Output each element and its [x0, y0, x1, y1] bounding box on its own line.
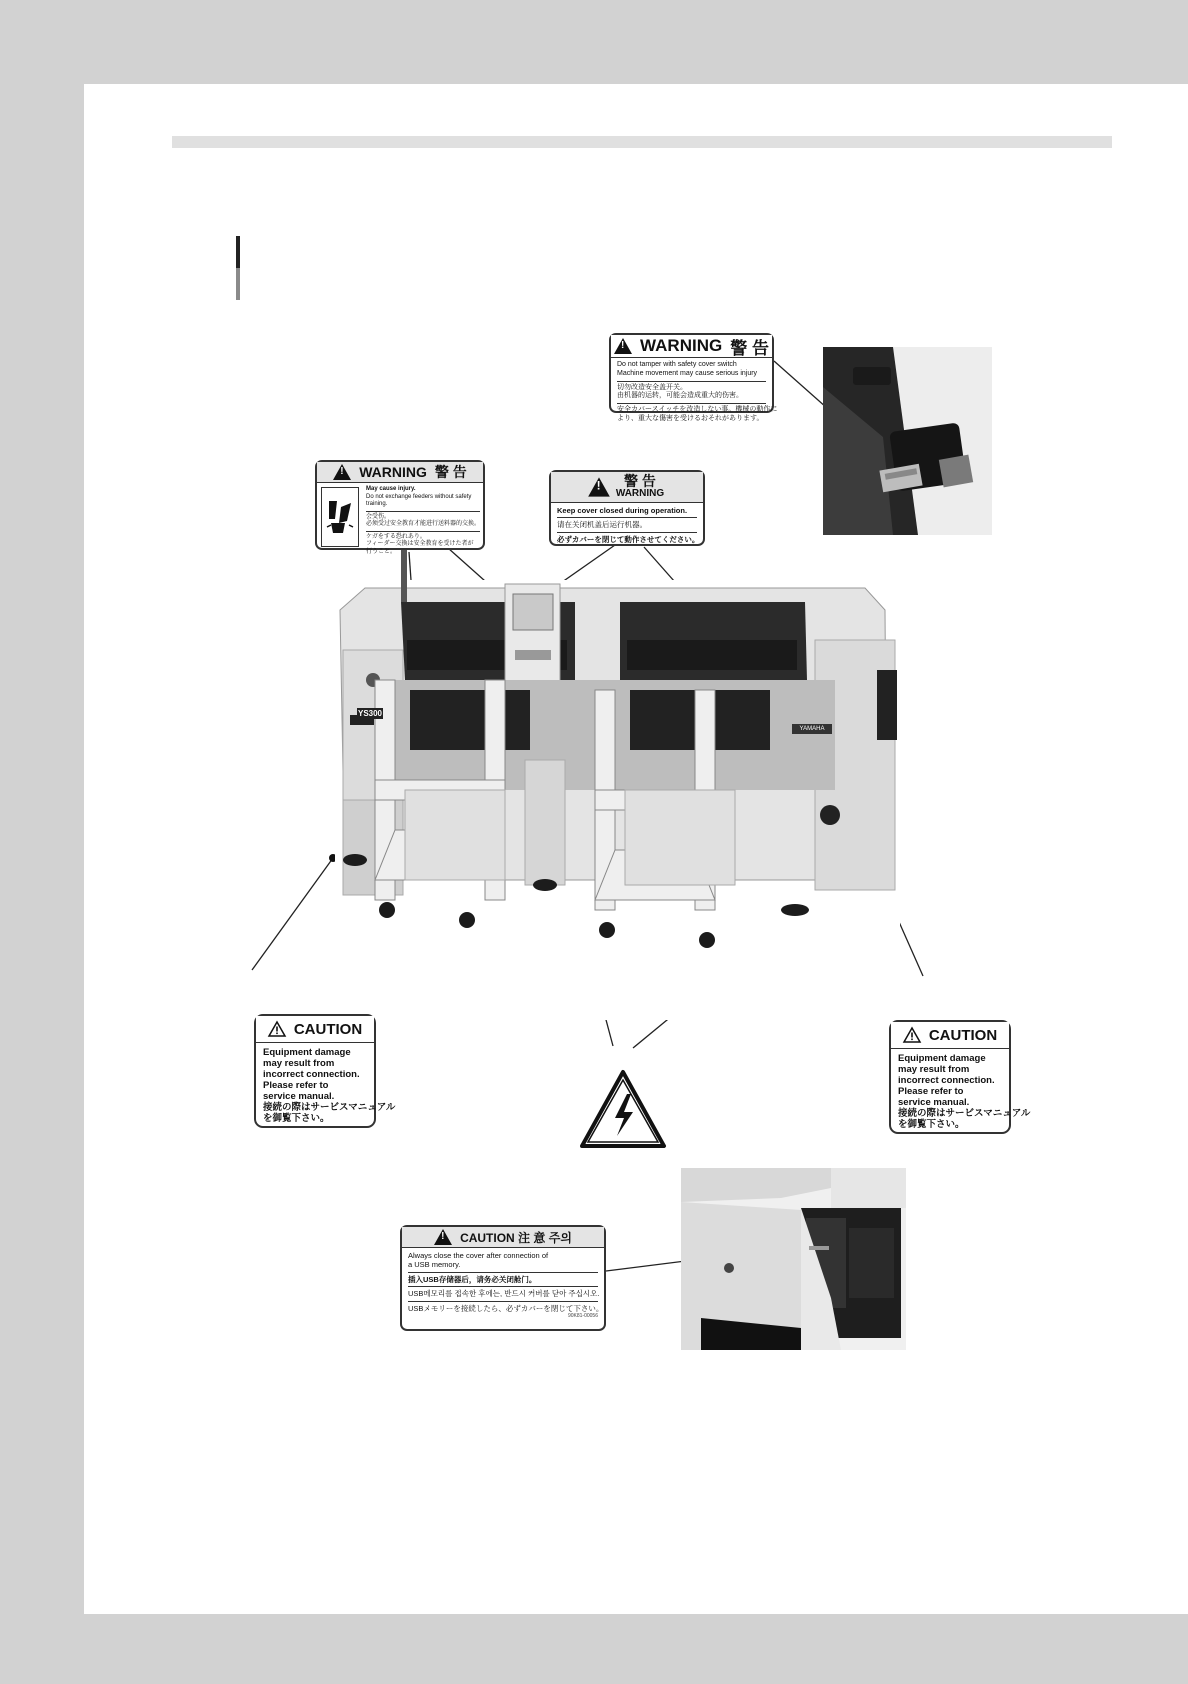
label-line: incorrect connection. [898, 1075, 995, 1087]
header-rule [172, 136, 1112, 148]
warning-label-header [551, 472, 703, 503]
label-line: Please refer to [898, 1086, 964, 1098]
label-line: 行うこと。 [365, 548, 396, 555]
warning-triangle-icon [903, 1027, 921, 1043]
label-line: May cause injury. [365, 486, 416, 492]
warning-triangle-icon [434, 1229, 452, 1245]
label-line: 必ずカバーを閉じて動作させてください。 [557, 532, 697, 544]
label-line: 必须受过安全教育才能进行送料器的交换。 [365, 521, 480, 527]
warning-label-keep-cover-closed [549, 470, 705, 546]
label-line: Do not exchange feeders without safety [365, 493, 472, 500]
label-line: 切勿改造安全盖开关。 [617, 381, 766, 393]
label-line: 接続の際はサービスマニュアル [898, 1108, 1031, 1120]
machine-brand-plate: YAMAHA [792, 724, 832, 734]
warning-heading-en: WARNING [359, 464, 427, 480]
label-line: training. [365, 501, 388, 507]
warning-triangle-icon [333, 464, 351, 480]
hand-pinch-icon [321, 487, 359, 547]
warning-heading-en: WARNING [615, 488, 665, 500]
caution-heading: CAUTION [293, 1020, 363, 1038]
caution-label-connection-left [254, 1014, 396, 1128]
label-line: を御覧下さい。 [898, 1119, 965, 1131]
label-line: フィーダー交換は安全教育を受けた者が [365, 541, 474, 547]
caution-label-connection-right [889, 1020, 1031, 1134]
warning-triangle-icon [614, 338, 632, 354]
label-line: service manual. [263, 1091, 335, 1103]
label-line: Equipment damage [263, 1047, 351, 1058]
label-line: Please refer to [263, 1080, 329, 1092]
caution-label-header [256, 1016, 374, 1043]
label-line: USB메모리를 접속한 후에는, 반드시 커버를 닫아 주십시오. [408, 1286, 598, 1298]
label-line: Machine movement may cause serious injury [617, 369, 758, 377]
label-line: 由机器的运转，可能会造成重大的伤害。 [617, 392, 743, 400]
warning-label-header [611, 335, 772, 358]
safety-switch-photo [823, 347, 992, 535]
label-line: a USB memory. [408, 1260, 461, 1270]
section-marker [236, 236, 240, 300]
label-line: USBメモリーを接続したら、必ずカバーを閉じて下さい。 [408, 1301, 598, 1313]
label-line: Do not tamper with safety cover switch [617, 361, 737, 368]
label-line: Always close the cover after connection of [408, 1251, 549, 1260]
caution-label-header [402, 1227, 604, 1248]
caution-heading: CAUTION 注 意 주의 [460, 1230, 572, 1245]
machine-model-plate: YS300 [357, 709, 383, 718]
label-part-number: 90K81-00056 [567, 1312, 598, 1319]
label-line: を御覧下さい。 [263, 1113, 330, 1125]
caution-label-usb [400, 1225, 606, 1331]
label-line: 会受伤。 [366, 511, 480, 522]
machine-photo [335, 580, 900, 1020]
warning-triangle-icon [268, 1021, 286, 1037]
caution-heading: CAUTION [928, 1026, 998, 1044]
label-line: より、重大な傷害を受けるおそれがあります。 [617, 414, 764, 422]
label-line: Equipment damage [898, 1053, 986, 1064]
warning-heading-jp: 警 告 [624, 473, 656, 490]
label-line: ケガをする恐れあり。 [366, 531, 480, 542]
label-line: may result from [898, 1064, 970, 1076]
label-line: 请在关闭机盖后运行机器。 [557, 517, 697, 529]
high-voltage-icon [578, 1068, 668, 1150]
warning-triangle-icon [588, 477, 610, 496]
label-line: Keep cover closed during operation. [557, 506, 688, 515]
warning-label-feeder [315, 460, 485, 555]
usb-compartment-photo [681, 1168, 906, 1350]
warning-heading-jp: 警 告 [730, 338, 769, 358]
warning-heading-en: WARNING [640, 336, 723, 355]
label-line: incorrect connection. [263, 1069, 360, 1081]
warning-label-header [317, 462, 483, 483]
label-line: may result from [263, 1058, 335, 1070]
label-line: 插入USB存储器后，请务必关闭舱门。 [408, 1272, 598, 1284]
warning-heading-jp: 警 告 [434, 464, 467, 480]
label-line: 安全カバースイッチを改造しない事。機械の動作に [617, 403, 766, 415]
warning-label-safety-switch [609, 333, 778, 422]
label-line: service manual. [898, 1097, 970, 1109]
label-line: 接続の際はサービスマニュアル [263, 1102, 396, 1114]
caution-label-header [891, 1022, 1009, 1049]
